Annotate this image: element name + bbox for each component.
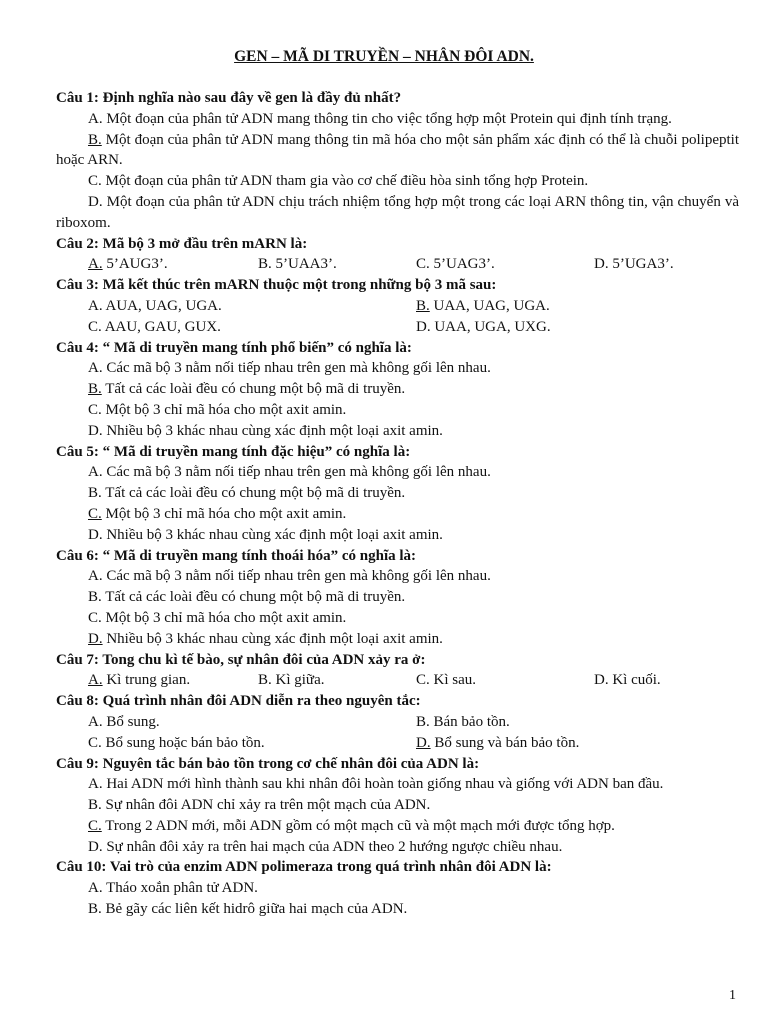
option-letter: C. bbox=[88, 173, 102, 190]
option-letter: C. bbox=[88, 734, 102, 751]
answer-option bbox=[56, 171, 739, 192]
option-row bbox=[56, 296, 739, 317]
question-5 bbox=[56, 442, 739, 546]
option-text: Kì trung gian. bbox=[102, 672, 191, 689]
question-8 bbox=[56, 691, 739, 753]
option-text: Sự nhân đôi xảy ra trên hai mạch của ADN theo 2 hướng ngược chiều nhau. bbox=[102, 838, 563, 855]
answer-option bbox=[56, 358, 739, 379]
answer-option bbox=[56, 878, 739, 899]
option-letter: B. bbox=[416, 297, 430, 314]
option-letter: A. bbox=[88, 464, 103, 481]
answer-option bbox=[88, 712, 416, 733]
question-10 bbox=[56, 857, 739, 919]
option-text: Tất cả các loài đều có chung một bộ mã di truyền. bbox=[101, 485, 406, 502]
option-text: Kì cuối. bbox=[608, 672, 661, 689]
question-title: Câu 5: “ Mã di truyền mang tính đặc hiệu” có nghĩa là: bbox=[56, 443, 411, 460]
option-letter: B. bbox=[416, 713, 430, 730]
option-text: Một đoạn của phân tử ADN tham gia vào cơ chế điều hòa sinh tổng hợp Protein. bbox=[101, 173, 589, 190]
answer-option bbox=[416, 733, 579, 754]
option-letter: D. bbox=[594, 256, 609, 273]
option-letter: B. bbox=[258, 256, 272, 273]
option-text: Một đoạn của phân tử ADN mang thông tin mã hóa cho một sản phẩm xác định có thể là chuỗi polipeptit hoặc ARN. bbox=[56, 131, 739, 169]
option-letter: C. bbox=[88, 505, 102, 522]
answer-option bbox=[56, 629, 739, 650]
option-letter: B. bbox=[88, 381, 102, 398]
option-letter: A. bbox=[88, 256, 103, 273]
option-text: UAA, UAG, UGA. bbox=[429, 297, 550, 314]
option-text: Một bộ 3 chỉ mã hóa cho một axit amin. bbox=[101, 505, 347, 522]
option-text: 5’UGA3’. bbox=[608, 256, 674, 273]
option-letter: C. bbox=[88, 401, 102, 418]
option-text: Một bộ 3 chỉ mã hóa cho một axit amin. bbox=[101, 609, 347, 626]
option-letter: A. bbox=[88, 713, 103, 730]
answer-option bbox=[594, 670, 661, 691]
option-letter: A. bbox=[88, 297, 103, 314]
answer-option bbox=[56, 816, 739, 837]
answer-option bbox=[56, 837, 739, 858]
option-letter: D. bbox=[416, 734, 431, 751]
option-text: Tất cả các loài đều có chung một bộ mã di truyền. bbox=[101, 589, 406, 606]
option-letter: D. bbox=[88, 630, 103, 647]
answer-option bbox=[88, 670, 258, 691]
answer-option bbox=[88, 733, 416, 754]
option-letter: A. bbox=[88, 568, 103, 585]
option-text: Một bộ 3 chỉ mã hóa cho một axit amin. bbox=[101, 401, 347, 418]
option-letter: A. bbox=[88, 110, 103, 127]
answer-option bbox=[56, 421, 739, 442]
option-letter: A. bbox=[88, 360, 103, 377]
option-letter: D. bbox=[594, 672, 609, 689]
answer-option bbox=[56, 504, 739, 525]
question-title: Câu 2: Mã bộ 3 mở đầu trên mARN là: bbox=[56, 235, 308, 252]
answer-option bbox=[416, 670, 594, 691]
option-text: Các mã bộ 3 nằm nối tiếp nhau trên gen mà không gối lên nhau. bbox=[102, 464, 491, 481]
option-text: Bẻ gãy các liên kết hidrô giữa hai mạch của ADN. bbox=[101, 901, 408, 918]
option-letter: D. bbox=[416, 318, 431, 335]
answer-option bbox=[56, 899, 739, 920]
option-text: AAU, GAU, GUX. bbox=[101, 318, 221, 335]
question-1 bbox=[56, 88, 739, 234]
question-3 bbox=[56, 275, 739, 337]
question-title: Câu 1: Định nghĩa nào sau đây về gen là đầy đủ nhất? bbox=[56, 90, 402, 106]
answer-option bbox=[258, 670, 416, 691]
answer-option bbox=[416, 296, 550, 317]
answer-option bbox=[258, 254, 416, 275]
option-row bbox=[56, 670, 739, 691]
option-row bbox=[56, 254, 739, 275]
answer-option bbox=[416, 712, 510, 733]
option-letter: D. bbox=[88, 422, 103, 439]
option-text: Kì giữa. bbox=[271, 672, 325, 689]
option-text: Sự nhân đôi ADN chỉ xảy ra trên một mạch của ADN. bbox=[101, 797, 431, 814]
option-text: Nhiều bộ 3 khác nhau cùng xác định một loại axit amin. bbox=[102, 630, 443, 647]
option-text: Các mã bộ 3 nằm nối tiếp nhau trên gen mà không gối lên nhau. bbox=[102, 360, 491, 377]
answer-option bbox=[56, 525, 739, 546]
answer-option bbox=[56, 483, 739, 504]
question-7 bbox=[56, 650, 739, 692]
option-text: 5’UAG3’. bbox=[429, 256, 495, 273]
option-letter: B. bbox=[88, 901, 102, 918]
option-text: Tháo xoắn phân tử ADN. bbox=[102, 880, 258, 897]
option-row bbox=[56, 733, 739, 754]
option-text: Nhiều bộ 3 khác nhau cùng xác định một loại axit amin. bbox=[102, 526, 443, 543]
answer-option bbox=[56, 566, 739, 587]
option-letter: D. bbox=[88, 193, 103, 210]
option-letter: C. bbox=[88, 817, 102, 834]
option-letter: B. bbox=[88, 797, 102, 814]
option-text: Hai ADN mới hình thành sau khi nhân đôi hoàn toàn giống nhau và giống với ADN ban đầu. bbox=[102, 776, 664, 793]
answer-option bbox=[56, 379, 739, 400]
answer-option bbox=[594, 254, 674, 275]
option-letter: C. bbox=[88, 318, 102, 335]
option-letter: A. bbox=[88, 672, 103, 689]
option-letter: C. bbox=[416, 672, 430, 689]
option-letter: D. bbox=[88, 838, 103, 855]
option-letter: A. bbox=[88, 776, 103, 793]
option-letter: D. bbox=[88, 526, 103, 543]
answer-option bbox=[56, 130, 739, 172]
question-title: Câu 10: Vai trò của enzim ADN polimeraza trong quá trình nhân đôi ADN là: bbox=[56, 859, 552, 876]
answer-option bbox=[56, 462, 739, 483]
answer-option bbox=[416, 317, 551, 338]
question-title: Câu 3: Mã kết thúc trên mARN thuộc một trong những bộ 3 mã sau: bbox=[56, 277, 497, 294]
option-row bbox=[56, 712, 739, 733]
answer-option bbox=[56, 192, 739, 234]
question-title: Câu 6: “ Mã di truyền mang tính thoái hóa” có nghĩa là: bbox=[56, 547, 417, 564]
answer-option bbox=[56, 400, 739, 421]
question-title: Câu 9: Nguyên tắc bán bảo tồn trong cơ chế nhân đôi của ADN là: bbox=[56, 755, 480, 772]
answer-option bbox=[56, 774, 739, 795]
option-text: Kì sau. bbox=[429, 672, 477, 689]
option-letter: C. bbox=[88, 609, 102, 626]
answer-option bbox=[88, 296, 416, 317]
option-letter: A. bbox=[88, 880, 103, 897]
question-title: Câu 7: Tong chu kì tế bào, sự nhân đôi của ADN xảy ra ở: bbox=[56, 651, 426, 668]
option-text: AUA, UAG, UGA. bbox=[102, 297, 222, 314]
answer-option bbox=[56, 608, 739, 629]
answer-option bbox=[88, 254, 258, 275]
answer-option bbox=[56, 795, 739, 816]
option-text: Trong 2 ADN mới, mỗi ADN gồm có một mạch cũ và một mạch mới được tổng hợp. bbox=[101, 817, 615, 834]
answer-option bbox=[56, 587, 739, 608]
answer-option bbox=[88, 317, 416, 338]
option-row bbox=[56, 317, 739, 338]
option-text: Các mã bộ 3 nằm nối tiếp nhau trên gen mà không gối lên nhau. bbox=[102, 568, 491, 585]
question-6 bbox=[56, 546, 739, 650]
option-text: 5’AUG3’. bbox=[102, 256, 168, 273]
option-letter: C. bbox=[416, 256, 430, 273]
question-list bbox=[56, 88, 739, 920]
option-text: Nhiều bộ 3 khác nhau cùng xác định một loại axit amin. bbox=[102, 422, 443, 439]
option-text: UAA, UGA, UXG. bbox=[430, 318, 551, 335]
document-title: GEN – MÃ DI TRUYỀN – NHÂN ĐÔI ADN. bbox=[234, 48, 534, 65]
question-9 bbox=[56, 754, 739, 858]
option-letter: B. bbox=[88, 131, 102, 148]
answer-option bbox=[416, 254, 594, 275]
option-text: Bán bảo tồn. bbox=[429, 713, 510, 730]
option-text: 5’UAA3’. bbox=[271, 256, 337, 273]
page-number: 1 bbox=[729, 988, 736, 1003]
question-title: Câu 4: “ Mã di truyền mang tính phổ biến” có nghĩa là: bbox=[56, 339, 412, 356]
option-text: Bổ sung hoặc bán bảo tồn. bbox=[101, 734, 265, 751]
question-2 bbox=[56, 234, 739, 276]
question-title: Câu 8: Quá trình nhân đôi ADN diễn ra theo nguyên tắc: bbox=[56, 693, 421, 710]
option-letter: B. bbox=[88, 485, 102, 502]
option-text: Một đoạn của phân tử ADN chịu trách nhiệm tổng hợp một trong các loại ARN thông tin, vận chuyển và riboxom. bbox=[56, 193, 739, 231]
answer-option bbox=[56, 109, 739, 130]
option-letter: B. bbox=[88, 589, 102, 606]
option-text: Một đoạn của phân tử ADN mang thông tin cho việc tổng hợp một Protein qui định tính trạng. bbox=[102, 110, 672, 127]
option-text: Bổ sung và bán bảo tồn. bbox=[430, 734, 580, 751]
option-text: Tất cả các loài đều có chung một bộ mã di truyền. bbox=[101, 381, 406, 398]
option-text: Bổ sung. bbox=[102, 713, 160, 730]
option-letter: B. bbox=[258, 672, 272, 689]
question-4 bbox=[56, 338, 739, 442]
